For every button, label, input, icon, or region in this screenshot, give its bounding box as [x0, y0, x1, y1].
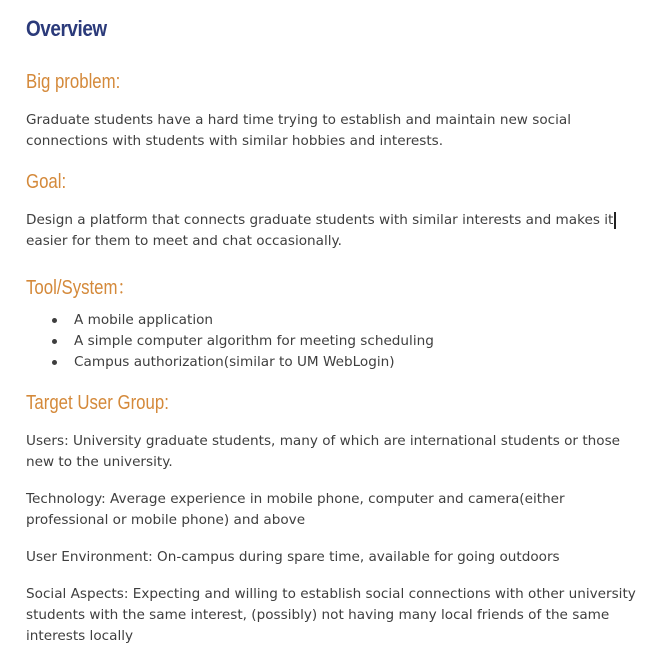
- big-problem-text[interactable]: Graduate students have a hard time trying to establish and maintain new social connections with students with similar hobbies and interests.: [26, 112, 572, 149]
- bullet-icon: [52, 339, 57, 344]
- goal-heading: Goal:: [26, 171, 67, 193]
- list-item-text: Campus authorization(similar to UM WebLogin): [74, 354, 395, 370]
- bullet-icon: [52, 360, 57, 365]
- text-cursor: [614, 212, 616, 229]
- users-text[interactable]: Users: University graduate students, many of which are international students or those new to the university.: [26, 433, 621, 470]
- social-aspects-text[interactable]: Social Aspects: Expecting and willing to establish social connections with other university students with the same interest, (possibly) not having many local friends of the same interests locally: [26, 586, 636, 644]
- goal-paragraph[interactable]: [26, 210, 638, 252]
- page-title: Overview: [26, 16, 107, 41]
- list-item[interactable]: [26, 352, 434, 373]
- bullet-icon: [52, 318, 57, 323]
- goal-text[interactable]: Design a platform that connects graduate students with similar interests and makes it easier for them to meet and chat occasionally.: [26, 212, 614, 249]
- technology-text[interactable]: Technology: Average experience in mobile phone, computer and camera(either professional or mobile phone) and above: [26, 491, 565, 528]
- environment-text[interactable]: User Environment: On-campus during spare time, available for going outdoors: [26, 549, 560, 565]
- list-item-text: A simple computer algorithm for meeting scheduling: [74, 333, 434, 349]
- tool-system-heading: Tool/System：: [26, 277, 135, 299]
- list-item[interactable]: [26, 331, 434, 352]
- big-problem-heading: Big problem:: [26, 71, 121, 93]
- tool-system-list: [26, 310, 434, 373]
- target-user-group-heading: Target User Group:: [26, 392, 169, 414]
- list-item-text: A mobile application: [74, 312, 214, 328]
- list-item[interactable]: [26, 310, 434, 331]
